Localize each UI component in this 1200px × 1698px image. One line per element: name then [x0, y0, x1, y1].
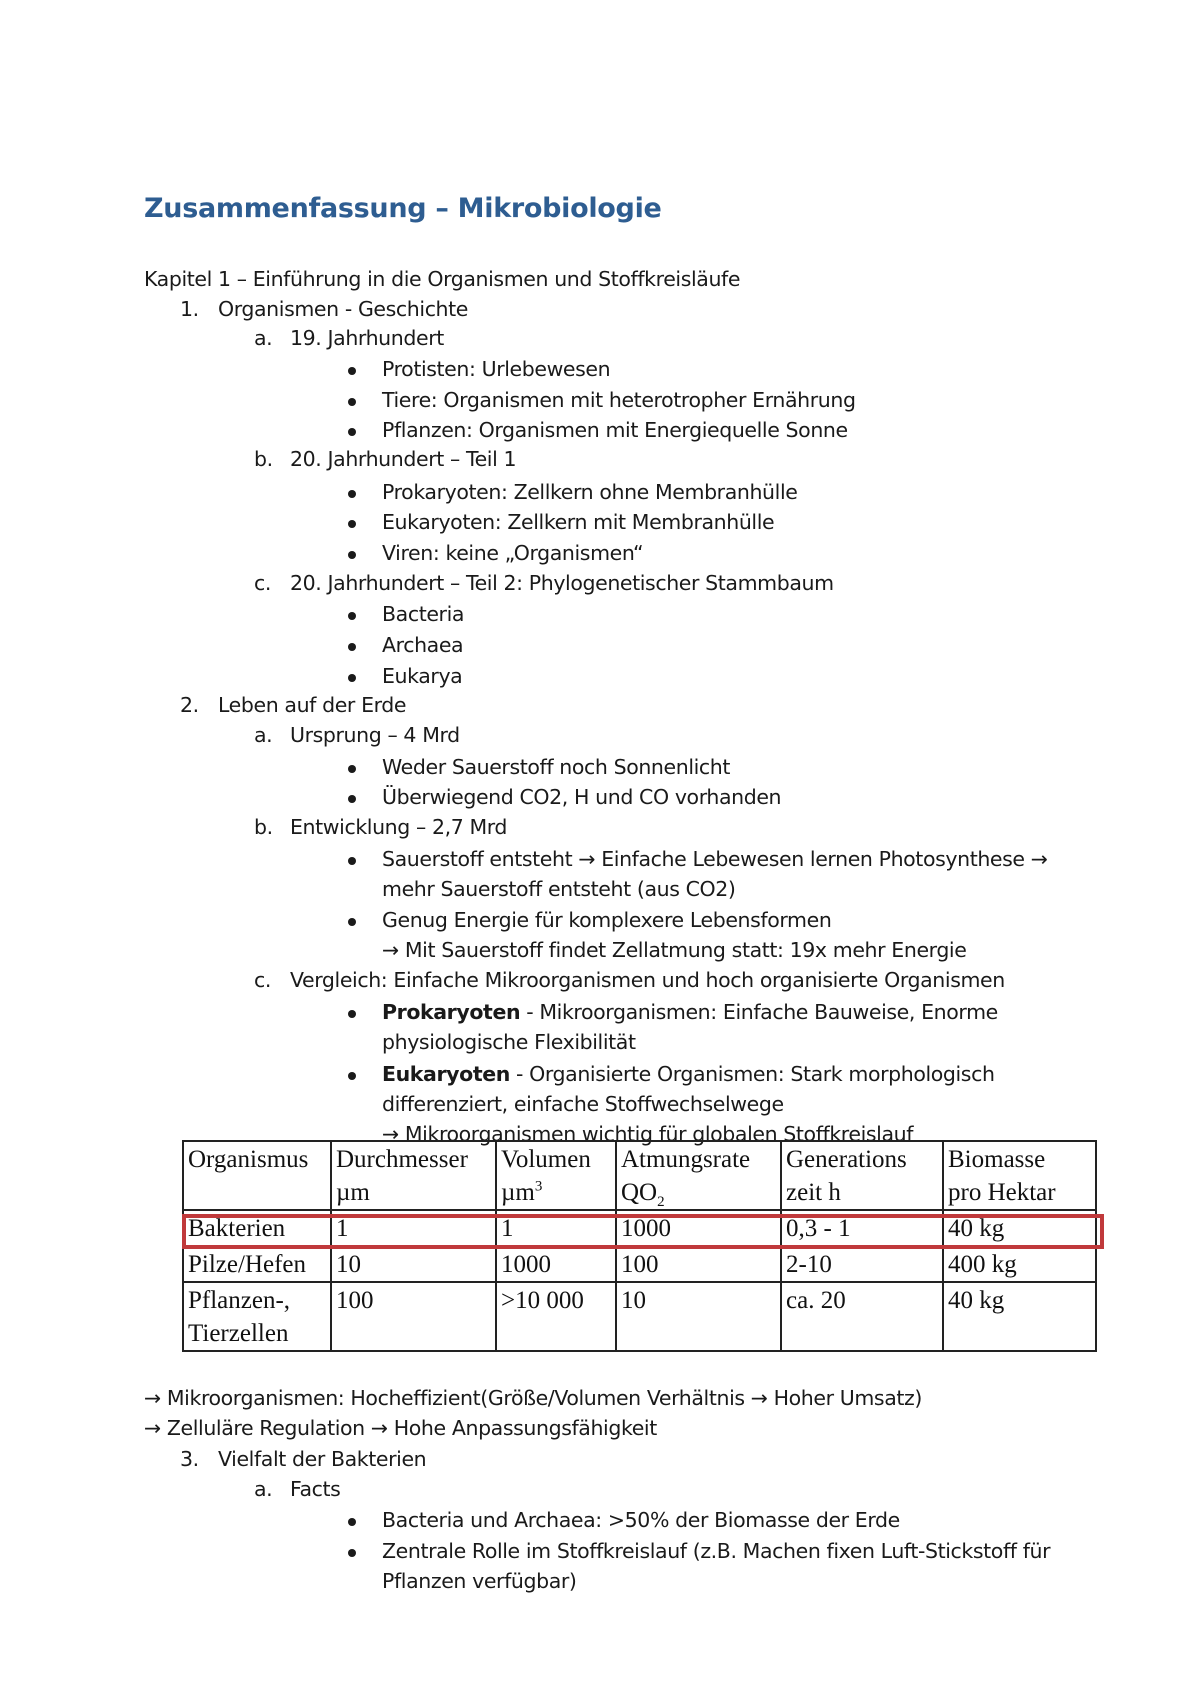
table-cell: 1 [331, 1210, 496, 1246]
table-header-cell: Generations zeit h [781, 1141, 943, 1210]
table-cell: Pilze/Hefen [183, 1246, 331, 1282]
list-item: Vergleich: Einfache Mikroorganismen und hoch organisierte Organismen [290, 968, 1005, 992]
list-item: Überwiegend CO2, H und CO vorhanden [382, 785, 782, 809]
table-cell: Pflanzen-, Tierzellen [183, 1282, 331, 1351]
term-description: - Mikroorganismen: Einfache Bauweise, Enorme [520, 1000, 998, 1024]
table-cell: 0,3 - 1 [781, 1210, 943, 1246]
bullet-icon [348, 1518, 356, 1526]
table-cell: 2-10 [781, 1246, 943, 1282]
table-cell: 1 [496, 1210, 616, 1246]
list-item: Ursprung – 4 Mrd [290, 723, 460, 747]
list-item-continuation: → Mit Sauerstoff findet Zellatmung statt: 19x mehr Energie [382, 938, 967, 962]
list-item: Entwicklung – 2,7 Mrd [290, 815, 508, 839]
table-cell: 10 [331, 1246, 496, 1282]
list-item: Eukaryoten: Zellkern mit Membranhülle [382, 510, 775, 534]
table-header-cell: Biomasse pro Hektar [943, 1141, 1096, 1210]
list-item: Viren: keine „Organismen“ [382, 541, 644, 565]
list-item-continuation: physiologische Flexibilität [382, 1030, 636, 1054]
list-item: 20. Jahrhundert – Teil 1 [290, 447, 517, 471]
bullet-icon [348, 1549, 356, 1557]
bullet-icon [348, 795, 356, 803]
list-number: 3. [180, 1447, 199, 1471]
note-line: → Mikroorganismen: Hocheffizient(Größe/Volumen Verhältnis → Hoher Umsatz) [144, 1386, 922, 1410]
table-header-cell: Atmungsrate $QO_2$ [616, 1141, 781, 1210]
table-header-row [183, 1141, 1096, 1210]
list-item: Vielfalt der Bakterien [218, 1447, 427, 1471]
term-eukaryoten: Eukaryoten [382, 1062, 510, 1086]
table-header-cell: Volumen µm$^3$ [496, 1141, 616, 1210]
list-item-continuation: → Mikroorganismen wichtig für globalen Stoffkreislauf [382, 1122, 914, 1146]
organism-comparison-table [182, 1140, 1097, 1352]
list-item-continuation: differenziert, einfache Stoffwechselwege [382, 1092, 784, 1116]
list-item: Weder Sauerstoff noch Sonnenlicht [382, 755, 731, 779]
list-number: 1. [180, 297, 199, 321]
bullet-icon [348, 520, 356, 528]
table-cell: 1000 [616, 1210, 781, 1246]
bullet-icon [348, 612, 356, 620]
table-cell: 400 kg [943, 1246, 1096, 1282]
list-letter: a. [254, 723, 273, 747]
bullet-icon [348, 428, 356, 436]
bullet-icon [348, 643, 356, 651]
table-cell: 100 [616, 1246, 781, 1282]
table-cell: 40 kg [943, 1210, 1096, 1246]
table-cell: 10 [616, 1282, 781, 1351]
bullet-icon [348, 857, 356, 865]
list-letter: a. [254, 326, 273, 350]
list-item: Eukarya [382, 664, 463, 688]
list-item: Prokaryoten: Zellkern ohne Membranhülle [382, 480, 798, 504]
list-item: Archaea [382, 633, 464, 657]
list-item: 20. Jahrhundert – Teil 2: Phylogenetischer Stammbaum [290, 571, 834, 595]
bullet-icon [348, 367, 356, 375]
list-item: Leben auf der Erde [218, 693, 407, 717]
note-line: → Zelluläre Regulation → Hohe Anpassungsfähigkeit [144, 1416, 657, 1440]
table-cell: >10 000 [496, 1282, 616, 1351]
list-item: Facts [290, 1477, 341, 1501]
list-item: Sauerstoff entsteht → Einfache Lebewesen lernen Photosynthese → [382, 847, 1048, 871]
list-item-continuation: Pflanzen verfügbar) [382, 1569, 577, 1593]
term-description: - Organisierte Organismen: Stark morphologisch [509, 1062, 995, 1086]
table-row [183, 1282, 1096, 1351]
list-item [382, 1059, 995, 1089]
list-item-continuation: mehr Sauerstoff entsteht (aus CO2) [382, 877, 736, 901]
bullet-icon [348, 918, 356, 926]
list-item: Tiere: Organismen mit heterotropher Ernährung [382, 388, 856, 412]
list-letter: a. [254, 1477, 273, 1501]
bullet-icon [348, 551, 356, 559]
list-letter: b. [254, 815, 273, 839]
table-row [183, 1246, 1096, 1282]
bullet-icon [348, 765, 356, 773]
bullet-icon [348, 674, 356, 682]
table-cell: 1000 [496, 1246, 616, 1282]
list-item: Organismen - Geschichte [218, 297, 469, 321]
list-item: Zentrale Rolle im Stoffkreislauf (z.B. Machen fixen Luft-Stickstoff für [382, 1539, 1051, 1563]
list-letter: c. [254, 571, 271, 595]
list-number: 2. [180, 693, 199, 717]
page-title: Zusammenfassung – Mikrobiologie [144, 193, 662, 224]
list-item: Bacteria und Archaea: >50% der Biomasse der Erde [382, 1508, 900, 1532]
list-item: Pflanzen: Organismen mit Energiequelle Sonne [382, 418, 848, 442]
list-letter: b. [254, 447, 273, 471]
table-row [183, 1210, 1096, 1246]
list-letter: c. [254, 968, 271, 992]
list-item: Bacteria [382, 602, 465, 626]
table-cell: 40 kg [943, 1282, 1096, 1351]
bullet-icon [348, 398, 356, 406]
term-prokaryoten: Prokaryoten [382, 1000, 521, 1024]
chapter-heading: Kapitel 1 – Einführung in die Organismen und Stoffkreisläufe [144, 267, 741, 291]
table-cell: Bakterien [183, 1210, 331, 1246]
list-item [382, 997, 998, 1027]
list-item: Protisten: Urlebewesen [382, 357, 611, 381]
table-header-cell: Organismus [183, 1141, 331, 1210]
list-item: Genug Energie für komplexere Lebensformen [382, 908, 832, 932]
bullet-icon [348, 1072, 356, 1080]
bullet-icon [348, 1010, 356, 1018]
table-cell: ca. 20 [781, 1282, 943, 1351]
bullet-icon [348, 490, 356, 498]
list-item: 19. Jahrhundert [290, 326, 444, 350]
table-cell: 100 [331, 1282, 496, 1351]
table-header-cell: Durchmesser µm [331, 1141, 496, 1210]
